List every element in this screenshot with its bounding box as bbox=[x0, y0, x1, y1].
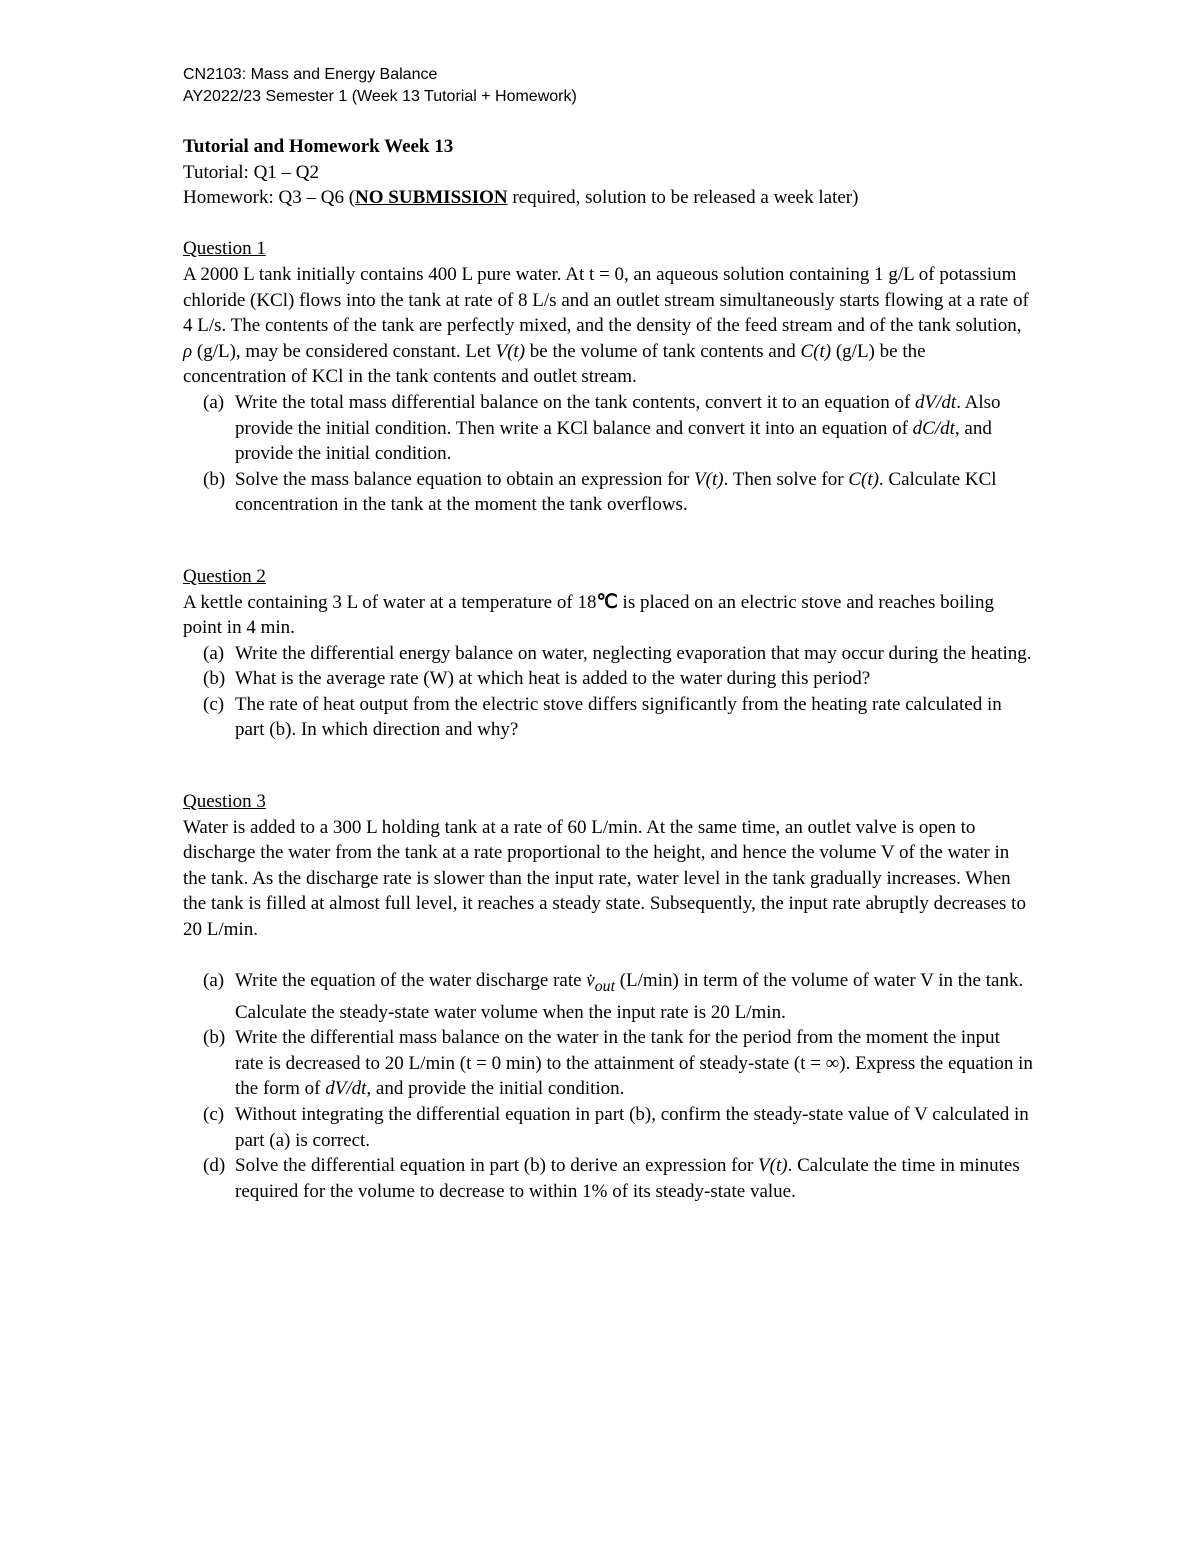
c-of-t-symbol: C(t) bbox=[800, 340, 832, 362]
spacer bbox=[183, 518, 1033, 564]
rho-symbol: ρ bbox=[183, 340, 193, 362]
question-1-heading: Question 1 bbox=[183, 238, 266, 260]
part-text-segment: , and provide the initial condition. bbox=[235, 417, 992, 465]
q2-intro-text: A kettle containing 3 L of water at a temperature of 18 bbox=[183, 591, 597, 613]
v-dot-out-symbol bbox=[586, 970, 615, 996]
part-text bbox=[235, 1153, 1033, 1204]
part-text-segment: . Then solve for bbox=[723, 468, 849, 490]
dc-dt-symbol: dC/dt bbox=[912, 417, 955, 439]
degree-celsius-symbol: ℃ bbox=[596, 591, 618, 613]
homework-line bbox=[183, 185, 1033, 211]
question-3-part-b bbox=[183, 1025, 1033, 1102]
homework-prefix: Homework: Q3 – Q6 ( bbox=[183, 187, 356, 209]
question-1-parts bbox=[183, 390, 1033, 518]
part-label: (b) bbox=[203, 668, 226, 690]
out-subscript: out bbox=[594, 978, 615, 996]
spacer bbox=[183, 743, 1033, 789]
question-3-intro: Water is added to a 300 L holding tank at a rate of 60 L/min. At the same time, an outlet valve is open to discharge the water from the tank at a rate proportional to the height, and hence the volume V of the water in the tank. As the discharge rate is slower than the input rate, water level in the tank gradually increases. When the tank is filled at almost full level, it reaches a steady state. Subsequently, the input rate abruptly decreases to 20 L/min. bbox=[183, 816, 1026, 941]
part-label: (d) bbox=[203, 1155, 226, 1177]
part-label: (b) bbox=[203, 1027, 226, 1049]
part-text bbox=[235, 390, 1033, 467]
part-text-segment: , and provide the initial condition. bbox=[366, 1078, 625, 1100]
part-text-segment: Solve the mass balance equation to obtain an expression for bbox=[235, 468, 695, 490]
question-2-heading: Question 2 bbox=[183, 565, 266, 587]
part-label: (a) bbox=[203, 970, 225, 992]
spacer bbox=[183, 211, 1033, 237]
question-2-intro bbox=[183, 590, 1033, 641]
tutorial-line: Tutorial: Q1 – Q2 bbox=[183, 161, 320, 183]
part-text bbox=[235, 467, 1033, 518]
homework-suffix: required, solution to be released a week later) bbox=[507, 187, 859, 209]
part-text bbox=[235, 968, 1033, 1025]
question-2-parts bbox=[183, 641, 1033, 743]
part-text: The rate of heat output from the electric stove differs significantly from the heating rate calculated in part (b). In which direction and why? bbox=[235, 693, 1002, 741]
page-title: Tutorial and Homework Week 13 bbox=[183, 136, 454, 157]
spacer bbox=[183, 943, 1033, 969]
question-3-parts bbox=[183, 968, 1033, 1204]
question-1-part-a bbox=[183, 390, 1033, 467]
question-1 bbox=[183, 236, 1033, 518]
q1-intro-text: be the volume of tank contents and bbox=[525, 340, 801, 362]
part-text-segment: Solve the differential equation in part (b) to derive an expression for bbox=[235, 1155, 759, 1177]
part-text-segment: Write the differential mass balance on the water in the tank for the period from the moment the input rate is decreased to 20 L/min (t = 0 min) to the attainment of steady-state (t = ∞). Express the equation in the form of bbox=[235, 1027, 1033, 1100]
semester-line: AY2022/23 Semester 1 (Week 13 Tutorial + Homework) bbox=[183, 88, 577, 105]
q1-intro-text: (g/L) be the concentration of KCl in the tank contents and outlet stream. bbox=[183, 340, 926, 388]
c-of-t-symbol: C(t) bbox=[848, 468, 879, 490]
part-text-segment: . Also provide the initial condition. Then write a KCl balance and convert it into an equation of bbox=[235, 391, 1001, 439]
part-label: (c) bbox=[203, 1103, 225, 1125]
document-body bbox=[183, 134, 1033, 1204]
part-label: (a) bbox=[203, 391, 225, 413]
part-text-segment: . Calculate KCl concentration in the tank at the moment the tank overflows. bbox=[235, 468, 997, 516]
question-2-part-c bbox=[183, 692, 1033, 743]
part-text-segment: . Calculate the time in minutes required for the volume to decrease to within 1% of its steady-state value. bbox=[235, 1155, 1020, 1202]
v-of-t-symbol: V(t) bbox=[495, 340, 526, 362]
question-2-part-b bbox=[183, 666, 1033, 692]
part-label: (b) bbox=[203, 468, 226, 490]
q1-intro-text: (g/L), may be considered constant. Let bbox=[192, 340, 496, 362]
question-2 bbox=[183, 564, 1033, 743]
part-text: Write the differential energy balance on water, neglecting evaporation that may occur during the heating. bbox=[235, 642, 1032, 664]
v-of-t-symbol: V(t) bbox=[694, 468, 724, 490]
dv-dt-symbol: dV/dt bbox=[325, 1078, 367, 1100]
part-label: (c) bbox=[203, 693, 225, 715]
part-text: Without integrating the differential equation in part (b), confirm the steady-state value of V calculated in part (a) is correct. bbox=[235, 1103, 1029, 1151]
v-of-t-symbol: V(t) bbox=[758, 1155, 788, 1177]
dv-dt-symbol: dV/dt bbox=[915, 391, 957, 413]
question-3-heading: Question 3 bbox=[183, 791, 266, 813]
document-header bbox=[183, 64, 577, 108]
question-3-part-d bbox=[183, 1153, 1033, 1204]
no-submission-emphasis: NO SUBMISSION bbox=[355, 187, 508, 209]
question-3 bbox=[183, 789, 1033, 1204]
part-text bbox=[235, 1025, 1033, 1102]
part-text: What is the average rate (W) at which heat is added to the water during this period? bbox=[235, 668, 871, 690]
part-label: (a) bbox=[203, 642, 225, 664]
question-2-part-a bbox=[183, 641, 1033, 667]
course-title: CN2103: Mass and Energy Balance bbox=[183, 66, 438, 83]
part-text-segment: (L/min) in term of the volume of water V in the tank. Calculate the steady-state water volume when the input rate is 20 L/min. bbox=[235, 970, 1024, 1023]
question-3-part-c bbox=[183, 1102, 1033, 1153]
question-1-intro bbox=[183, 262, 1033, 390]
question-3-part-a bbox=[183, 968, 1033, 1025]
q2-intro-text: is placed on an electric stove and reaches boiling point in 4 min. bbox=[183, 591, 994, 639]
part-text-segment: Write the total mass differential balance on the tank contents, convert it to an equation of bbox=[235, 391, 916, 413]
question-1-part-b bbox=[183, 467, 1033, 518]
q1-intro-text: A 2000 L tank initially contains 400 L pure water. At t = 0, an aqueous solution containing 1 g/L of potassium chloride (KCl) flows into the tank at rate of 8 L/s and an outlet stream simultaneously starts flowing at a rate of 4 L/s. The contents of the tank are perfectly mixed, and the density of the feed stream and of the tank solution, bbox=[183, 263, 1029, 337]
v-dot-symbol: v̇ bbox=[586, 970, 595, 992]
part-text-segment: Write the equation of the water discharge rate bbox=[235, 970, 587, 992]
